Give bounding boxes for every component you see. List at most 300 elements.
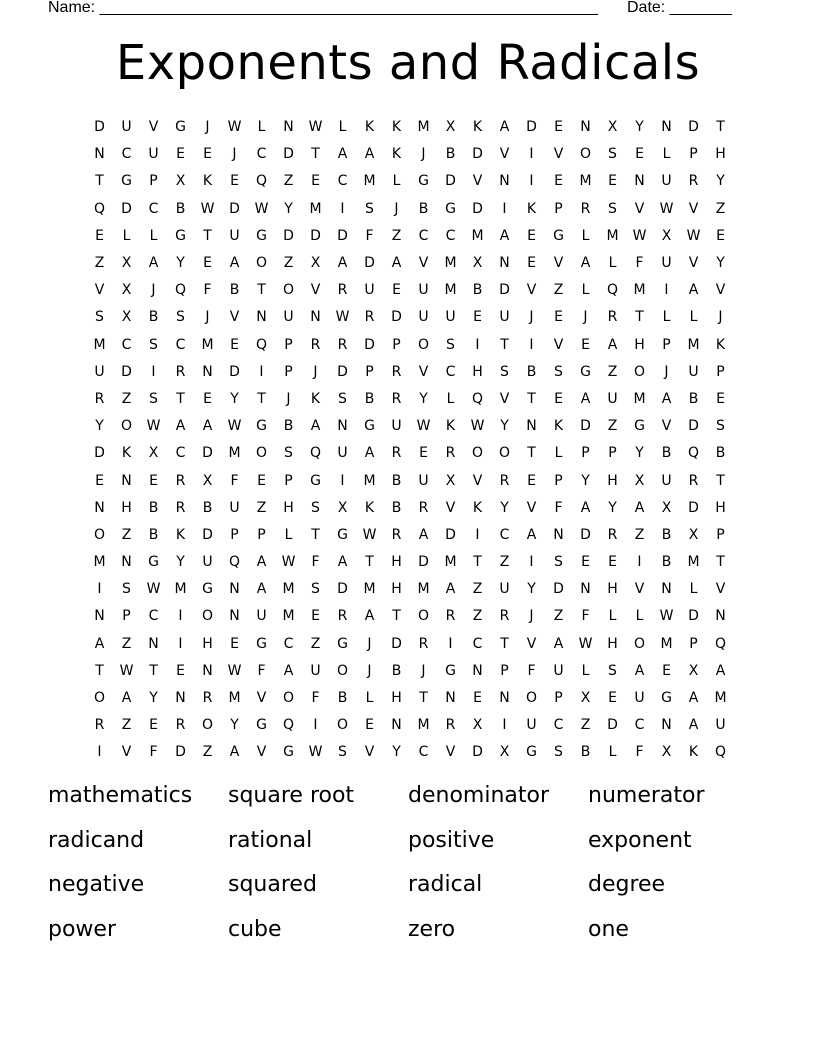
word-list-item: cube <box>228 916 282 942</box>
grid-letter: A <box>337 146 348 163</box>
grid-letter: X <box>472 255 483 272</box>
grid-letter: H <box>202 635 213 652</box>
grid-letter: E <box>257 472 266 489</box>
grid-letter: U <box>607 390 618 407</box>
grid-letter: B <box>418 200 429 217</box>
grid-letter: A <box>391 255 402 272</box>
grid-letter: S <box>365 200 374 217</box>
grid-letter: N <box>553 526 564 543</box>
grid-letter: C <box>121 146 132 163</box>
grid-letter: M <box>228 445 241 462</box>
grid-letter: V <box>94 282 105 299</box>
grid-letter: B <box>229 282 240 299</box>
grid-letter: D <box>499 282 510 299</box>
grid-letter: T <box>95 662 104 679</box>
grid-letter: D <box>580 418 591 435</box>
grid-letter: P <box>122 608 131 625</box>
grid-letter: A <box>283 662 294 679</box>
name-field-line: Name: ________________________________________________________ <box>48 0 598 16</box>
grid-letter: T <box>311 146 320 163</box>
grid-letter: A <box>229 255 240 272</box>
grid-letter: E <box>527 227 536 244</box>
grid-letter: L <box>689 309 698 326</box>
grid-letter: U <box>445 309 456 326</box>
grid-letter: N <box>202 662 213 679</box>
grid-letter: R <box>364 309 375 326</box>
grid-letter: T <box>365 554 374 571</box>
grid-letter: C <box>634 717 645 734</box>
grid-letter: B <box>472 282 483 299</box>
word-list-item: one <box>588 916 629 942</box>
grid-letter: D <box>337 581 348 598</box>
grid-letter: S <box>608 662 617 679</box>
grid-letter: W <box>227 418 242 435</box>
grid-letter: Z <box>634 526 645 543</box>
grid-letter: E <box>176 662 185 679</box>
grid-letter: A <box>121 690 132 707</box>
grid-letter: J <box>529 309 534 326</box>
grid-letter: O <box>336 662 349 679</box>
grid-letter: J <box>529 608 534 625</box>
grid-letter: W <box>362 526 377 543</box>
grid-letter: Y <box>230 717 239 734</box>
grid-letter: V <box>715 282 726 299</box>
grid-letter: N <box>121 472 132 489</box>
grid-letter: B <box>391 662 402 679</box>
grid-letter: C <box>445 363 456 380</box>
grid-letter: V <box>229 309 240 326</box>
grid-letter: L <box>581 282 590 299</box>
grid-letter: E <box>554 390 563 407</box>
grid-letter: R <box>499 608 510 625</box>
grid-letter: A <box>688 717 699 734</box>
grid-letter: A <box>499 227 510 244</box>
grid-letter: N <box>391 717 402 734</box>
grid-letter: S <box>338 390 347 407</box>
grid-letter: D <box>175 744 186 761</box>
grid-letter: S <box>95 309 104 326</box>
grid-letter: X <box>661 499 672 516</box>
grid-row <box>86 739 734 766</box>
grid-letter: J <box>367 635 372 652</box>
grid-letter: U <box>391 418 402 435</box>
grid-letter: J <box>313 363 318 380</box>
grid-letter: E <box>716 227 725 244</box>
grid-letter: E <box>203 255 212 272</box>
grid-letter: U <box>202 554 213 571</box>
grid-letter: X <box>121 255 132 272</box>
grid-letter: X <box>337 499 348 516</box>
grid-letter: Q <box>174 282 187 299</box>
grid-letter: T <box>473 554 482 571</box>
grid-letter: M <box>633 390 646 407</box>
grid-letter: O <box>282 690 295 707</box>
grid-letter: X <box>148 445 159 462</box>
grid-letter: M <box>687 554 700 571</box>
grid-letter: E <box>527 255 536 272</box>
grid-letter: G <box>283 744 294 761</box>
grid-letter: U <box>94 363 105 380</box>
grid-letter: V <box>688 255 699 272</box>
grid-letter: W <box>632 227 647 244</box>
grid-letter: V <box>553 336 564 353</box>
grid-letter: E <box>230 635 239 652</box>
grid-letter: E <box>554 119 563 136</box>
grid-letter: A <box>256 554 267 571</box>
grid-letter: E <box>581 336 590 353</box>
grid-letter: W <box>308 119 323 136</box>
word-list-item: numerator <box>588 783 705 808</box>
grid-letter: Y <box>392 744 401 761</box>
grid-letter: M <box>417 119 430 136</box>
grid-letter: D <box>229 200 240 217</box>
grid-letter: U <box>337 445 348 462</box>
grid-letter: X <box>472 717 483 734</box>
grid-letter: X <box>607 119 618 136</box>
grid-letter: H <box>472 363 483 380</box>
grid-letter: T <box>419 690 428 707</box>
grid-letter: M <box>309 200 322 217</box>
grid-letter: B <box>526 363 537 380</box>
grid-letter: E <box>203 390 212 407</box>
grid-letter: E <box>311 173 320 190</box>
grid-letter: Z <box>607 363 618 380</box>
grid-letter: Q <box>309 445 322 462</box>
grid-letter: R <box>499 472 510 489</box>
grid-letter: B <box>148 309 159 326</box>
grid-letter: U <box>364 282 375 299</box>
grid-letter: Z <box>553 282 564 299</box>
grid-row <box>86 277 734 304</box>
grid-letter: D <box>688 608 699 625</box>
grid-letter: C <box>256 146 267 163</box>
grid-letter: A <box>688 282 699 299</box>
grid-letter: E <box>608 173 617 190</box>
grid-letter: E <box>365 717 374 734</box>
grid-letter: M <box>417 581 430 598</box>
grid-letter: T <box>716 554 725 571</box>
grid-letter: L <box>662 146 671 163</box>
grid-letter: D <box>229 363 240 380</box>
grid-letter: C <box>553 717 564 734</box>
grid-letter: P <box>149 173 158 190</box>
grid-row <box>86 522 734 549</box>
grid-letter: Z <box>256 499 267 516</box>
grid-letter: B <box>148 526 159 543</box>
grid-letter: S <box>311 499 320 516</box>
grid-letter: H <box>391 690 402 707</box>
grid-letter: G <box>364 418 375 435</box>
grid-letter: Q <box>282 717 295 734</box>
grid-letter: S <box>608 200 617 217</box>
grid-letter: U <box>256 608 267 625</box>
grid-letter: X <box>661 227 672 244</box>
grid-letter: W <box>416 418 431 435</box>
grid-letter: R <box>688 472 699 489</box>
grid-letter: C <box>418 227 429 244</box>
grid-letter: W <box>578 635 593 652</box>
grid-letter: H <box>391 581 402 598</box>
grid-letter: D <box>121 363 132 380</box>
grid-letter: C <box>445 227 456 244</box>
grid-row <box>86 223 734 250</box>
grid-letter: A <box>688 690 699 707</box>
grid-letter: W <box>308 744 323 761</box>
grid-letter: K <box>310 390 321 407</box>
grid-letter: F <box>203 282 212 299</box>
grid-letter: L <box>608 744 617 761</box>
grid-row <box>86 549 734 576</box>
grid-letter: Y <box>230 390 239 407</box>
grid-letter: D <box>553 581 564 598</box>
date-field-line: Date: _______ <box>627 0 732 16</box>
grid-letter: A <box>310 418 321 435</box>
grid-letter: D <box>607 717 618 734</box>
grid-letter: O <box>498 445 511 462</box>
grid-letter: D <box>472 200 483 217</box>
grid-letter: Y <box>419 390 428 407</box>
grid-letter: H <box>283 499 294 516</box>
grid-letter: K <box>715 336 726 353</box>
grid-letter: M <box>201 336 214 353</box>
grid-letter: X <box>121 309 132 326</box>
grid-letter: L <box>608 255 617 272</box>
grid-letter: A <box>364 146 375 163</box>
grid-letter: A <box>580 255 591 272</box>
grid-letter: R <box>175 717 186 734</box>
grid-letter: B <box>688 390 699 407</box>
grid-letter: K <box>688 744 699 761</box>
grid-letter: I <box>502 717 507 734</box>
word-search-grid <box>86 114 734 767</box>
grid-letter: W <box>146 581 161 598</box>
grid-letter: R <box>337 336 348 353</box>
grid-letter: M <box>471 227 484 244</box>
grid-letter: A <box>634 499 645 516</box>
grid-letter: J <box>367 662 372 679</box>
grid-letter: U <box>661 255 672 272</box>
grid-letter: G <box>634 418 645 435</box>
grid-letter: R <box>337 608 348 625</box>
grid-letter: Z <box>310 635 321 652</box>
grid-letter: X <box>202 472 213 489</box>
grid-letter: U <box>121 119 132 136</box>
grid-letter: D <box>337 363 348 380</box>
grid-letter: Z <box>121 635 132 652</box>
grid-letter: F <box>257 662 266 679</box>
grid-row <box>86 413 734 440</box>
grid-letter: K <box>391 146 402 163</box>
grid-letter: Y <box>635 119 644 136</box>
grid-letter: U <box>310 662 321 679</box>
grid-letter: X <box>175 173 186 190</box>
grid-letter: V <box>553 146 564 163</box>
grid-letter: U <box>229 227 240 244</box>
grid-letter: J <box>151 282 156 299</box>
grid-letter: Y <box>95 418 104 435</box>
grid-letter: V <box>499 146 510 163</box>
grid-letter: A <box>499 119 510 136</box>
grid-letter: Z <box>580 717 591 734</box>
grid-letter: Y <box>608 499 617 516</box>
grid-letter: D <box>337 227 348 244</box>
grid-letter: E <box>608 554 617 571</box>
grid-letter: R <box>688 173 699 190</box>
grid-letter: D <box>202 526 213 543</box>
grid-letter: E <box>635 146 644 163</box>
grid-letter: N <box>202 363 213 380</box>
grid-letter: D <box>94 119 105 136</box>
grid-letter: S <box>311 581 320 598</box>
word-list-item: mathematics <box>48 783 193 808</box>
grid-letter: L <box>149 227 158 244</box>
grid-letter: J <box>583 309 588 326</box>
grid-letter: N <box>499 173 510 190</box>
grid-letter: R <box>607 526 618 543</box>
grid-letter: D <box>688 499 699 516</box>
grid-letter: I <box>151 363 156 380</box>
grid-letter: I <box>664 282 669 299</box>
grid-letter: K <box>445 418 456 435</box>
grid-letter: L <box>257 119 266 136</box>
word-list-item: positive <box>408 827 495 853</box>
grid-letter: L <box>662 309 671 326</box>
grid-letter: K <box>364 499 375 516</box>
grid-letter: R <box>391 363 402 380</box>
grid-letter: A <box>580 390 591 407</box>
grid-row <box>86 168 734 195</box>
grid-letter: P <box>284 336 293 353</box>
grid-letter: Q <box>606 282 619 299</box>
word-list-item: exponent <box>588 827 692 853</box>
grid-letter: V <box>256 690 267 707</box>
grid-letter: O <box>201 608 214 625</box>
grid-letter: Q <box>93 200 106 217</box>
grid-letter: K <box>472 499 483 516</box>
grid-letter: Y <box>149 690 158 707</box>
grid-letter: K <box>391 119 402 136</box>
grid-letter: J <box>718 309 723 326</box>
grid-letter: L <box>122 227 131 244</box>
grid-letter: V <box>418 363 429 380</box>
grid-letter: V <box>472 173 483 190</box>
grid-letter: N <box>256 309 267 326</box>
grid-letter: Y <box>500 499 509 516</box>
grid-letter: V <box>472 472 483 489</box>
word-list-item: denominator <box>408 783 550 808</box>
grid-letter: I <box>178 608 183 625</box>
grid-row <box>86 250 734 277</box>
grid-letter: F <box>365 227 374 244</box>
grid-letter: B <box>175 200 186 217</box>
grid-letter: T <box>500 635 509 652</box>
grid-letter: X <box>688 662 699 679</box>
grid-letter: M <box>633 282 646 299</box>
grid-letter: N <box>229 581 240 598</box>
grid-letter: L <box>338 119 347 136</box>
grid-letter: W <box>146 418 161 435</box>
grid-letter: Z <box>607 418 618 435</box>
grid-row <box>86 304 734 331</box>
grid-letter: N <box>283 119 294 136</box>
grid-letter: Q <box>714 744 727 761</box>
grid-letter: U <box>661 472 672 489</box>
grid-letter: C <box>499 526 510 543</box>
grid-letter: P <box>392 336 401 353</box>
grid-letter: H <box>715 146 726 163</box>
grid-letter: E <box>716 390 725 407</box>
grid-letter: S <box>608 146 617 163</box>
grid-letter: M <box>687 336 700 353</box>
grid-letter: G <box>337 635 348 652</box>
grid-letter: P <box>608 445 617 462</box>
grid-letter: H <box>715 499 726 516</box>
grid-letter: A <box>634 662 645 679</box>
grid-letter: I <box>340 472 345 489</box>
grid-row <box>86 196 734 223</box>
grid-letter: E <box>95 227 104 244</box>
grid-letter: E <box>149 717 158 734</box>
grid-letter: S <box>338 744 347 761</box>
grid-letter: B <box>391 472 402 489</box>
grid-letter: U <box>553 662 564 679</box>
word-list-item: degree <box>588 872 666 897</box>
grid-letter: P <box>554 472 563 489</box>
grid-letter: N <box>229 608 240 625</box>
grid-letter: B <box>148 499 159 516</box>
grid-letter: U <box>526 717 537 734</box>
grid-letter: S <box>716 418 725 435</box>
grid-letter: I <box>340 200 345 217</box>
grid-letter: N <box>148 635 159 652</box>
grid-letter: M <box>660 635 673 652</box>
grid-letter: M <box>282 581 295 598</box>
grid-letter: R <box>580 200 591 217</box>
grid-letter: U <box>715 717 726 734</box>
grid-letter: Y <box>716 173 725 190</box>
grid-letter: F <box>311 554 320 571</box>
grid-letter: I <box>475 526 480 543</box>
grid-letter: A <box>607 336 618 353</box>
grid-letter: H <box>607 635 618 652</box>
grid-letter: S <box>149 390 158 407</box>
grid-letter: I <box>529 336 534 353</box>
grid-letter: G <box>445 200 456 217</box>
grid-letter: X <box>688 526 699 543</box>
grid-letter: G <box>256 227 267 244</box>
grid-letter: B <box>661 554 672 571</box>
grid-letter: D <box>688 418 699 435</box>
grid-letter: N <box>661 581 672 598</box>
grid-letter: G <box>418 173 429 190</box>
grid-letter: C <box>148 608 159 625</box>
word-list-item: rational <box>228 827 313 853</box>
grid-letter: W <box>227 119 242 136</box>
grid-letter: T <box>500 336 509 353</box>
grid-letter: U <box>418 472 429 489</box>
grid-letter: A <box>337 554 348 571</box>
grid-letter: T <box>716 472 725 489</box>
grid-row <box>86 685 734 712</box>
grid-letter: D <box>283 227 294 244</box>
grid-letter: B <box>661 445 672 462</box>
grid-letter: M <box>228 690 241 707</box>
grid-letter: D <box>445 526 456 543</box>
grid-letter: J <box>421 146 426 163</box>
grid-letter: G <box>148 554 159 571</box>
grid-letter: A <box>94 635 105 652</box>
grid-letter: A <box>364 608 375 625</box>
